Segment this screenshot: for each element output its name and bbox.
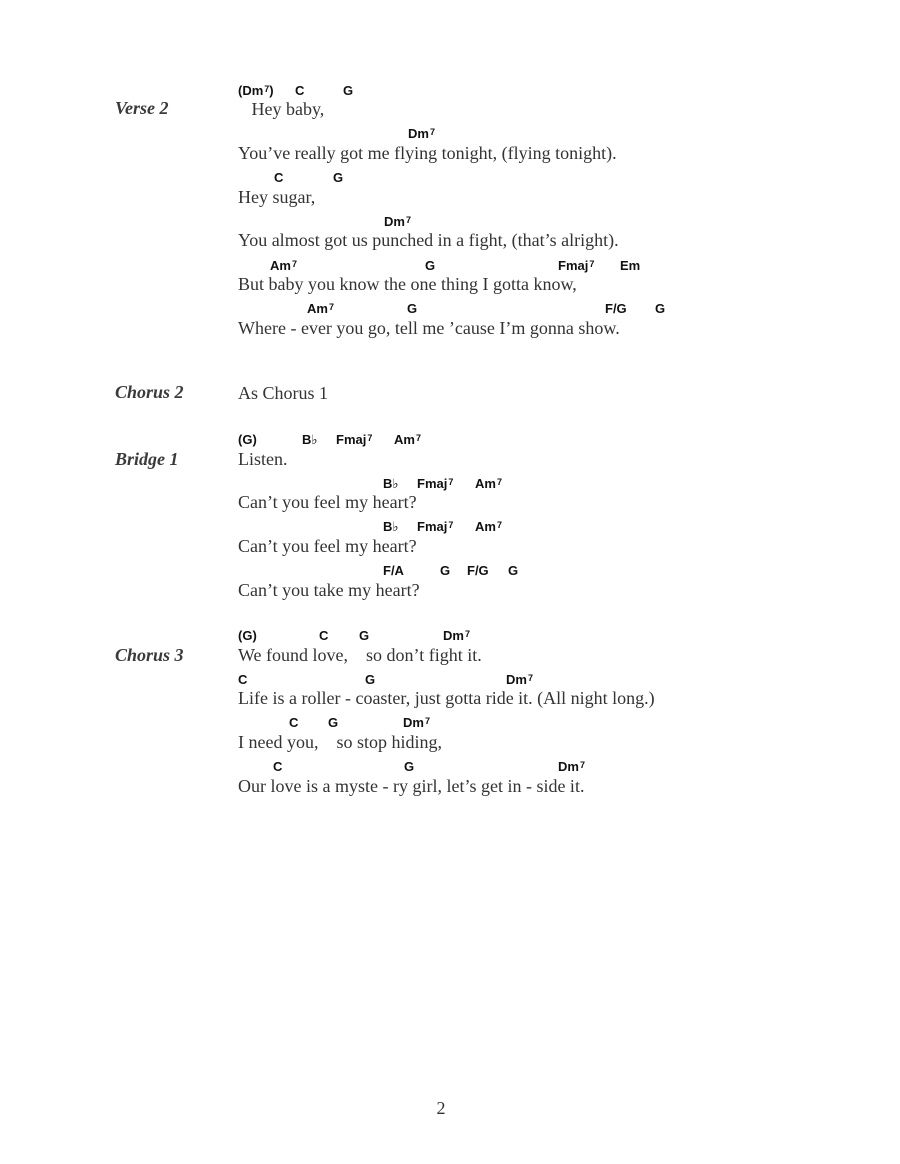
chord: G [365, 672, 376, 687]
lyric-line: I need you, so stop hiding, [238, 732, 442, 752]
chord: (G) [238, 628, 257, 643]
lyric-line: Our love is a myste - ry girl, let’s get in - side it. [238, 776, 585, 796]
chord-extension: 7 [496, 520, 502, 530]
section-label: Bridge 1 [115, 449, 179, 469]
chord-extension: 7 [448, 477, 454, 487]
lyric-line: Hey sugar, [238, 187, 316, 207]
chord: Fmaj$^7$ [417, 476, 454, 491]
chord: Dm$^7$ [506, 672, 533, 687]
chord-extension: 7 [328, 302, 334, 312]
chord-extension: 7 [424, 716, 430, 726]
lyric-line: Can’t you take my heart? [238, 580, 420, 600]
chord: C [319, 628, 329, 643]
chord: Am$^7$ [475, 519, 502, 534]
chord: Am$^7$ [307, 301, 334, 316]
chord-extension: 7 [464, 629, 470, 639]
chord-extension: 7 [448, 520, 454, 530]
chord: G [425, 258, 436, 273]
lyric-line: As Chorus 1 [238, 383, 329, 403]
chord: F/G [605, 301, 627, 316]
chord: F/G [467, 563, 489, 578]
section-label: Chorus 3 [115, 645, 184, 665]
lyric-line: Can’t you feel my heart? [238, 536, 417, 556]
lyric-line: Life is a roller - coaster, just gotta ride it. (All night long.) [238, 688, 655, 708]
chord: Dm$^7$ [403, 715, 430, 730]
chord: Dm$^7$ [443, 628, 470, 643]
chord: G [333, 170, 344, 185]
chord-extension: 7 [429, 127, 435, 137]
chord: C [274, 170, 284, 185]
chord: Am$^7$ [475, 476, 502, 491]
chord-extension: 7 [405, 215, 411, 225]
chord: Dm$^7$ [384, 214, 411, 229]
chord: Fmaj$^7$ [558, 258, 595, 273]
chord-extension: 7 [496, 477, 502, 487]
chord: B♭ [302, 432, 318, 447]
lyric-line: You almost got us punched in a fight, (that’s alright). [238, 230, 619, 250]
chord: C [295, 83, 305, 98]
chord: G [328, 715, 339, 730]
chord: Dm$^7$ [408, 126, 435, 141]
chord: Em [620, 258, 641, 273]
chord: (Dm$^7$) [238, 83, 274, 98]
chord: C [238, 672, 248, 687]
lyric-line: Can’t you feel my heart? [238, 492, 417, 512]
page-number: 2 [436, 1098, 446, 1118]
chord: Fmaj$^7$ [417, 519, 454, 534]
lyric-line: You’ve really got me flying tonight, (flying tonight). [238, 143, 617, 163]
chord: (G) [238, 432, 257, 447]
chord-extension: 7 [527, 673, 533, 683]
chord-extension: 7 [291, 259, 297, 269]
chord: Dm$^7$ [558, 759, 585, 774]
chord: F/A [383, 563, 404, 578]
chord: G [343, 83, 354, 98]
chord-extension: 7 [367, 433, 373, 443]
chord: Fmaj$^7$ [336, 432, 373, 447]
chord: G [655, 301, 666, 316]
lyric-line: Where - ever you go, tell me ’cause I’m gonna show. [238, 318, 620, 338]
chord: Am$^7$ [394, 432, 421, 447]
chord: C [273, 759, 283, 774]
chord: G [359, 628, 370, 643]
chord: G [404, 759, 415, 774]
lyric-line: We found love, so don’t fight it. [238, 645, 482, 665]
chord-extension: 7 [264, 84, 270, 94]
chord: G [508, 563, 519, 578]
lyric-line: But baby you know the one thing I gotta know, [238, 274, 577, 294]
lyric-line: Hey baby, [238, 99, 325, 119]
chord: B♭ [383, 476, 399, 491]
lyric-line: Listen. [238, 449, 288, 469]
chord: G [407, 301, 418, 316]
chord-extension: 7 [579, 760, 585, 770]
chord: B♭ [383, 519, 399, 534]
section-label: Chorus 2 [115, 382, 184, 402]
chord: G [440, 563, 451, 578]
chord-extension: 7 [589, 259, 595, 269]
chord: C [289, 715, 299, 730]
section-label: Verse 2 [115, 98, 169, 118]
chord: Am$^7$ [270, 258, 297, 273]
chord-extension: 7 [415, 433, 421, 443]
